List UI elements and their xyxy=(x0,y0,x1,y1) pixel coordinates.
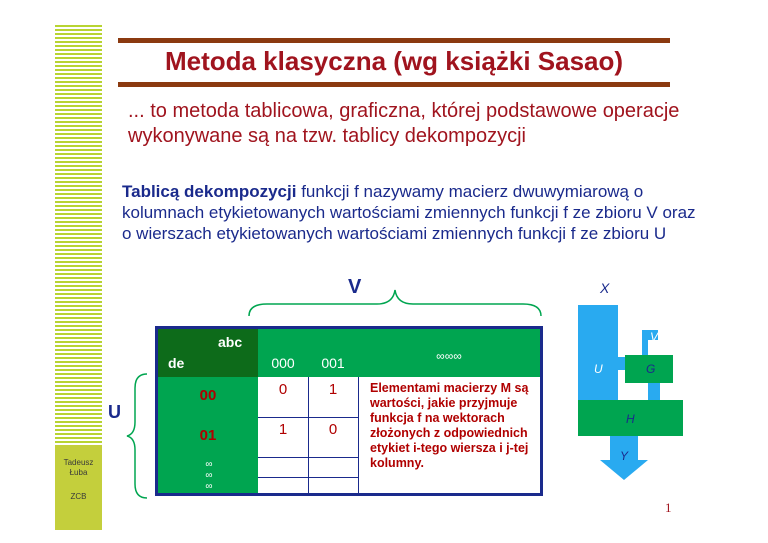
column-header-2: 001 xyxy=(321,355,345,371)
row-label-1: 00 xyxy=(199,387,217,404)
decomposition-diagram xyxy=(570,295,690,485)
grid-line xyxy=(258,457,358,458)
diagram-v-label: V xyxy=(650,330,659,344)
decorative-stripes xyxy=(55,25,102,445)
decomposition-table xyxy=(155,326,543,496)
grid-line xyxy=(258,477,358,478)
grid-line xyxy=(358,377,359,493)
definition-term: Tablicą dekompozycji xyxy=(122,182,297,201)
cell-1-0: 1 xyxy=(278,421,288,438)
title-rule-bottom xyxy=(118,82,670,87)
column-header-1: 000 xyxy=(271,355,295,371)
label-u: U xyxy=(108,402,121,422)
grid-line xyxy=(258,417,358,418)
diagram-h-label: H xyxy=(626,412,635,426)
diagram-g-label: G xyxy=(646,362,656,376)
brace-u xyxy=(125,372,149,500)
brace-v xyxy=(247,288,543,318)
cell-0-0: 0 xyxy=(278,381,288,398)
page-title: Metoda klasyczna (wg książki Sasao) xyxy=(164,46,624,76)
author-name-2: Łuba xyxy=(69,468,88,477)
definition-body: funkcji f nazywamy macierz dwuwymiarową o kolumnach etykietowanych wartościami zmiennych funkcji f ze zbioru V oraz o wierszach etykietowanych wartościami zmiennych funkcji f ze zbioru U xyxy=(122,182,696,243)
row-label-2: 01 xyxy=(199,427,217,444)
column-infinity: ∞∞∞ xyxy=(436,349,462,363)
cell-0-1: 1 xyxy=(328,381,338,398)
label-x: X xyxy=(600,280,610,296)
label-v: V xyxy=(348,276,362,298)
diagram-y-label: Y xyxy=(620,449,629,463)
diagram-u-label: U xyxy=(594,362,603,376)
row-vars-label: de xyxy=(168,355,185,371)
intro-text: ... to metoda tablicowa, graficzna, której podstawowe operacje wykonywane są na tzw. tablicy dekompozycji xyxy=(128,100,680,147)
title-rule-top xyxy=(118,38,670,43)
column-vars-label: abc xyxy=(218,334,243,350)
author-name-1: Tadeusz xyxy=(63,458,94,467)
page-number: 1 xyxy=(665,500,672,515)
definition-text xyxy=(122,181,702,244)
row-infinity: ∞ ∞ ∞ xyxy=(205,459,213,492)
organization: ZCB xyxy=(70,492,87,501)
cell-1-1: 0 xyxy=(328,421,338,438)
matrix-description: Elementami macierzy M są wartości, jakie przyjmuje funkcja f na wektorach złożonych z odpowiednich etykiet i-tego wiersza i j-tej kolumny. xyxy=(370,381,529,470)
grid-line xyxy=(308,377,309,493)
